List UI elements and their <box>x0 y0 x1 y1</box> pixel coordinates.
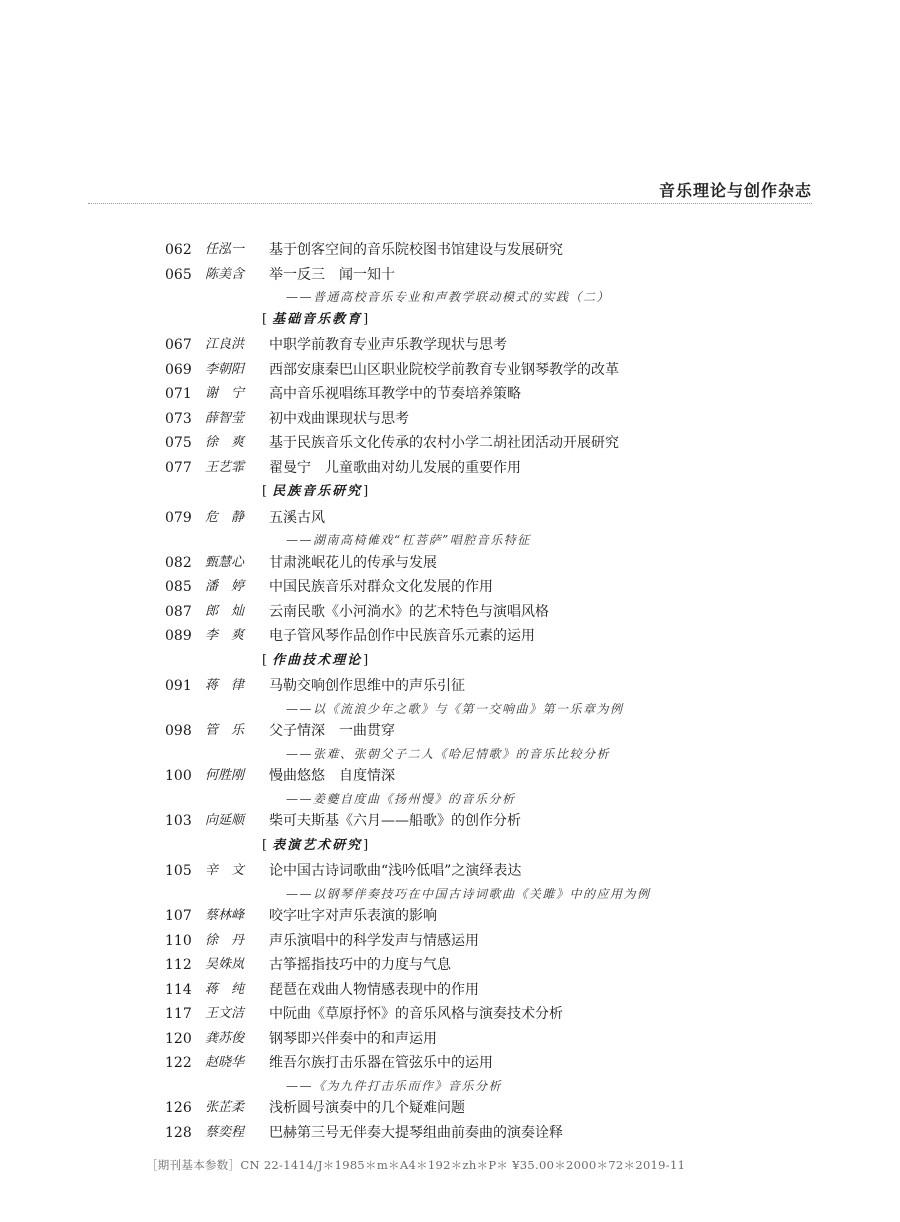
article-subtitle: ——普通高校音乐专业和声教学联动模式的实践（二） <box>286 290 611 304</box>
toc-entry <box>0 358 900 383</box>
toc-section-row <box>0 308 900 334</box>
toc-subtitle-row <box>0 789 900 810</box>
page-number[interactable]: 117 <box>165 1006 192 1022</box>
toc-entry <box>0 1096 900 1121</box>
author-name: 龚苏俊 <box>205 1030 245 1046</box>
section-heading: [ 作曲技术理论 ] <box>262 651 370 671</box>
author-name: 蒋 纯 <box>205 981 245 997</box>
page-number[interactable]: 079 <box>165 509 192 526</box>
toc-entry <box>0 575 900 600</box>
article-title[interactable]: 中阮曲《草原抒怀》的音乐风格与演奏技术分析 <box>269 1006 563 1022</box>
author-name: 任泓一 <box>205 242 245 257</box>
journal-title: 音乐理论与创作杂志 <box>658 181 812 200</box>
toc-entry <box>0 904 900 929</box>
article-title[interactable]: 电子管风琴作品创作中民族音乐元素的运用 <box>269 628 535 644</box>
page-number[interactable]: 126 <box>165 1100 192 1116</box>
page-number[interactable]: 091 <box>165 678 192 694</box>
toc-entry <box>0 929 900 954</box>
article-subtitle: ——《为九件打击乐而作》音乐分析 <box>286 1078 503 1093</box>
author-name: 徐 爽 <box>205 435 245 450</box>
article-title[interactable]: 甘肃洮岷花儿的传承与发展 <box>269 554 437 571</box>
author-name: 管 乐 <box>205 723 245 738</box>
page-number[interactable]: 067 <box>165 337 192 353</box>
author-name: 吴姝岚 <box>205 957 245 972</box>
article-title[interactable]: 声乐演唱中的科学发声与情感运用 <box>269 932 479 949</box>
article-title[interactable]: 琵琶在戏曲人物情感表现中的作用 <box>269 981 479 998</box>
author-name: 陈美含 <box>205 266 245 282</box>
article-title[interactable]: 举一反三 闻一知十 <box>269 266 395 283</box>
article-title[interactable]: 咬字吐字对声乐表演的影响 <box>269 908 437 924</box>
page-number[interactable]: 114 <box>165 981 192 998</box>
article-subtitle: ——以《流浪少年之歌》与《第一交响曲》第一乐章为例 <box>286 701 624 716</box>
article-title[interactable]: 高中音乐视唱练耳教学中的节奏培养策略 <box>269 386 521 402</box>
toc-subtitle-row <box>0 1076 900 1097</box>
toc-entry <box>0 978 900 1003</box>
page-number[interactable]: 128 <box>165 1124 192 1141</box>
page-number[interactable]: 077 <box>165 459 192 476</box>
article-title[interactable]: 马勒交响创作思维中的声乐引征 <box>269 678 465 694</box>
article-title[interactable]: 柴可夫斯基《六月——船歌》的创作分析 <box>269 813 521 829</box>
toc-entry <box>0 431 900 456</box>
toc-entry <box>0 624 900 649</box>
author-name: 李朝阳 <box>205 361 245 377</box>
author-name: 徐 丹 <box>205 932 245 948</box>
page-number[interactable]: 103 <box>165 813 192 829</box>
article-title[interactable]: 慢曲悠悠 自度情深 <box>269 768 395 784</box>
toc-entry <box>0 809 900 834</box>
article-subtitle: ——姜夔自度曲《扬州慢》的音乐分析 <box>286 791 516 806</box>
toc-subtitle-row <box>0 884 900 905</box>
section-heading: [ 基础音乐教育 ] <box>262 310 370 330</box>
author-name: 何胜刚 <box>205 768 245 783</box>
author-name: 蔡奕程 <box>205 1124 245 1140</box>
article-title[interactable]: 翟曼宁 儿童歌曲对幼儿发展的重要作用 <box>269 459 521 476</box>
toc-entry <box>0 238 900 263</box>
toc-entry <box>0 719 900 744</box>
page-number[interactable]: 082 <box>165 554 192 571</box>
toc-entry <box>0 674 900 699</box>
toc-subtitle-row <box>0 744 900 765</box>
author-name: 辛 文 <box>205 863 245 878</box>
page-number[interactable]: 105 <box>165 863 192 879</box>
toc-subtitle-row <box>0 530 900 551</box>
toc-entry <box>0 1051 900 1076</box>
author-name: 赵晓华 <box>205 1055 245 1070</box>
toc-entry <box>0 506 900 531</box>
toc-entry <box>0 263 900 288</box>
toc-entry <box>0 1027 900 1052</box>
toc-entry <box>0 382 900 407</box>
article-title[interactable]: 基于创客空间的音乐院校图书馆建设与发展研究 <box>269 242 563 258</box>
article-title[interactable]: 五溪古风 <box>269 509 325 526</box>
article-title[interactable]: 维吾尔族打击乐器在管弦乐中的运用 <box>269 1055 493 1071</box>
page-number[interactable]: 065 <box>165 266 192 283</box>
article-title[interactable]: 古筝摇指技巧中的力度与气息 <box>269 957 451 973</box>
toc-entry <box>0 407 900 432</box>
toc-subtitle-row <box>0 699 900 720</box>
toc-entry <box>0 1002 900 1027</box>
article-title[interactable]: 论中国古诗词歌曲“浅吟低唱”之演绎表达 <box>269 863 522 879</box>
toc-section-row <box>0 834 900 860</box>
toc-section-row <box>0 480 900 506</box>
page-number[interactable]: 107 <box>165 908 192 924</box>
toc-entry <box>0 600 900 625</box>
article-subtitle: ——张难、张朝父子二人《哈尼情歌》的音乐比较分析 <box>286 746 611 761</box>
article-title[interactable]: 初中戏曲课现状与思考 <box>269 410 409 427</box>
page-number[interactable]: 062 <box>165 242 192 258</box>
author-name: 薛智莹 <box>205 410 245 426</box>
toc-entry <box>0 1121 900 1146</box>
author-name: 王文洁 <box>205 1006 245 1021</box>
page-number[interactable]: 073 <box>165 410 192 427</box>
page-number[interactable]: 071 <box>165 386 192 402</box>
table-of-contents <box>0 238 900 1145</box>
toc-entry <box>0 953 900 978</box>
article-title[interactable]: 西部安康秦巴山区职业院校学前教育专业钢琴教学的改革 <box>269 361 619 378</box>
author-name: 王艺霏 <box>205 459 245 475</box>
page-number[interactable]: 085 <box>165 579 192 595</box>
toc-subtitle-row <box>0 287 900 308</box>
author-name: 潘 婷 <box>205 579 245 594</box>
toc-entry <box>0 859 900 884</box>
article-title[interactable]: 浅析圆号演奏中的几个疑难问题 <box>269 1100 465 1116</box>
toc-section-row <box>0 649 900 675</box>
author-name: 蔡林峰 <box>205 908 245 923</box>
article-title[interactable]: 基于民族音乐文化传承的农村小学二胡社团活动开展研究 <box>269 435 619 451</box>
author-name: 蒋 律 <box>205 678 245 693</box>
page-number[interactable]: 087 <box>165 603 192 620</box>
article-title[interactable]: 中国民族音乐对群众文化发展的作用 <box>269 579 493 595</box>
article-title[interactable]: 父子情深 一曲贯穿 <box>269 723 395 739</box>
footer-parameters: ［期刊基本参数］CN 22-1414/J＊1985＊m＊A4＊192＊zh＊P＊ ¥35.00＊2000＊72＊2019-11 <box>146 1158 686 1172</box>
header-divider <box>88 203 812 204</box>
toc-entry <box>0 456 900 481</box>
author-name: 谢 宁 <box>205 386 245 401</box>
page-number[interactable]: 100 <box>165 768 192 784</box>
page-number[interactable]: 069 <box>165 361 192 378</box>
page-number[interactable]: 120 <box>165 1030 192 1047</box>
page-number[interactable]: 112 <box>165 957 192 973</box>
page-number[interactable]: 089 <box>165 628 192 644</box>
author-name: 向延顺 <box>205 813 245 828</box>
toc-entry <box>0 764 900 789</box>
article-title[interactable]: 云南民歌《小河淌水》的艺术特色与演唱风格 <box>269 603 549 620</box>
page-number[interactable]: 110 <box>165 932 192 949</box>
author-name: 甄慧心 <box>205 554 245 570</box>
article-subtitle: ——湖南高椅傩戏“杠菩萨”唱腔音乐特征 <box>286 533 531 547</box>
page-number[interactable]: 122 <box>165 1055 192 1071</box>
toc-entry <box>0 551 900 576</box>
article-title[interactable]: 钢琴即兴伴奏中的和声运用 <box>269 1030 437 1047</box>
section-heading: [ 民族音乐研究 ] <box>262 482 370 502</box>
author-name: 郎 灿 <box>205 603 245 619</box>
author-name: 李 爽 <box>205 628 245 643</box>
article-title[interactable]: 巴赫第三号无伴奏大提琴组曲前奏曲的演奏诠释 <box>269 1124 563 1141</box>
toc-entry <box>0 333 900 358</box>
section-heading: [ 表演艺术研究 ] <box>262 836 370 856</box>
page-number[interactable]: 075 <box>165 435 192 451</box>
author-name: 危 静 <box>205 509 245 525</box>
article-title[interactable]: 中职学前教育专业声乐教学现状与思考 <box>269 337 507 353</box>
author-name: 张芷柔 <box>205 1100 245 1115</box>
author-name: 江良洪 <box>205 337 245 352</box>
page-number[interactable]: 098 <box>165 723 192 739</box>
article-subtitle: ——以钢琴伴奏技巧在中国古诗词歌曲《关雎》中的应用为例 <box>286 886 651 901</box>
